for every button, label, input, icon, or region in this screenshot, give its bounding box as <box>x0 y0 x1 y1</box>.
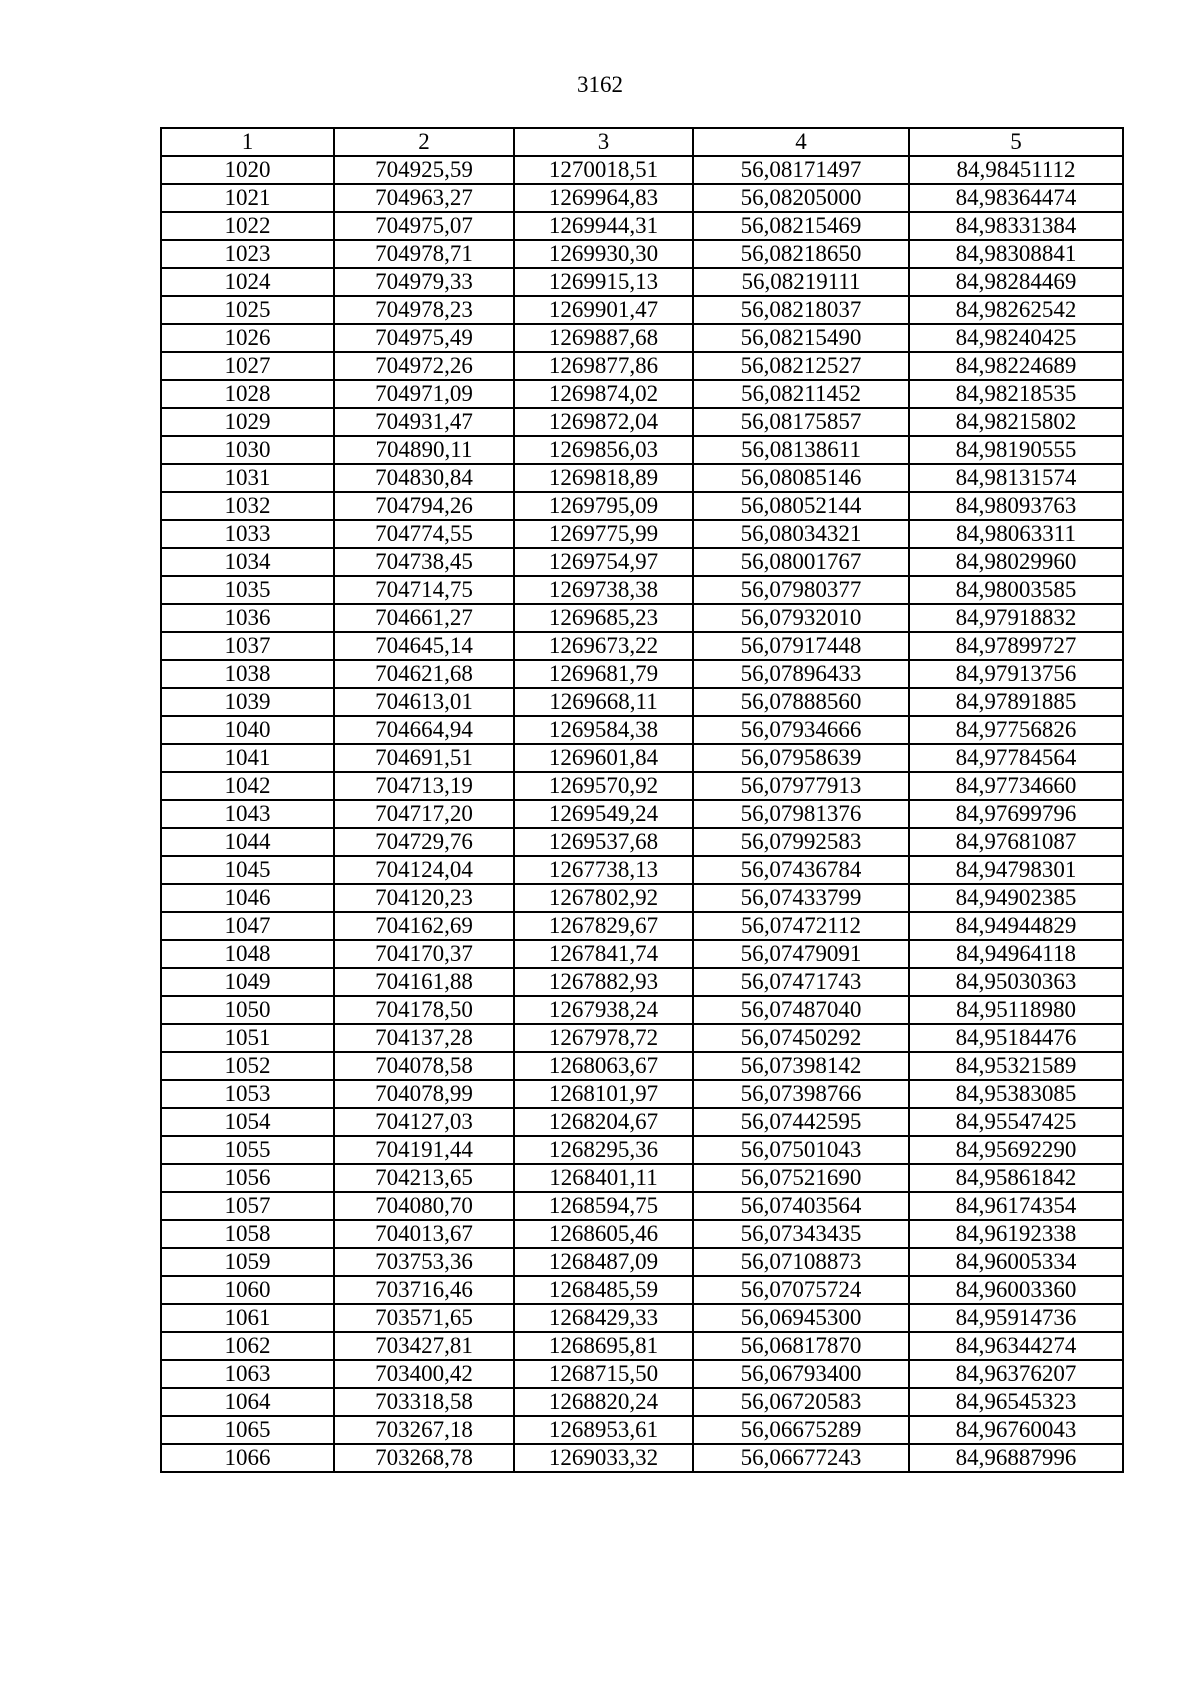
table-body <box>161 156 1123 1472</box>
table-row <box>161 296 1123 324</box>
table-cell-col-2: 704161,88 <box>334 968 514 996</box>
table-cell-col-2: 704978,71 <box>334 240 514 268</box>
table-cell-col-4: 56,08218650 <box>693 240 909 268</box>
table-cell-col-3: 1269887,68 <box>514 324 693 352</box>
table-cell-col-1: 1037 <box>161 632 334 660</box>
table-cell-col-1: 1040 <box>161 716 334 744</box>
table-cell-col-1: 1035 <box>161 576 334 604</box>
table-cell-col-2: 703318,58 <box>334 1388 514 1416</box>
table-cell-col-3: 1269668,11 <box>514 688 693 716</box>
table-cell-col-5: 84,98224689 <box>909 352 1123 380</box>
table-cell-col-1: 1056 <box>161 1164 334 1192</box>
table-cell-col-3: 1269795,09 <box>514 492 693 520</box>
table-cell-col-5: 84,95914736 <box>909 1304 1123 1332</box>
table-cell-col-2: 704931,47 <box>334 408 514 436</box>
table-cell-col-2: 704717,20 <box>334 800 514 828</box>
table-cell-col-3: 1268594,75 <box>514 1192 693 1220</box>
table-cell-col-3: 1268820,24 <box>514 1388 693 1416</box>
table-cell-col-3: 1267978,72 <box>514 1024 693 1052</box>
table-cell-col-2: 703716,46 <box>334 1276 514 1304</box>
table-cell-col-5: 84,96887996 <box>909 1444 1123 1472</box>
table-cell-col-2: 704124,04 <box>334 856 514 884</box>
table-cell-col-1: 1065 <box>161 1416 334 1444</box>
table-row <box>161 1332 1123 1360</box>
table-cell-col-5: 84,98063311 <box>909 520 1123 548</box>
table-cell-col-2: 703268,78 <box>334 1444 514 1472</box>
table-cell-col-2: 704078,58 <box>334 1052 514 1080</box>
table-cell-col-1: 1024 <box>161 268 334 296</box>
column-header-2: 2 <box>334 128 514 156</box>
table-cell-col-4: 56,07479091 <box>693 940 909 968</box>
table-cell-col-4: 56,08138611 <box>693 436 909 464</box>
table-cell-col-5: 84,96376207 <box>909 1360 1123 1388</box>
table-cell-col-3: 1269033,32 <box>514 1444 693 1472</box>
page-number: 3162 <box>577 72 623 97</box>
table-cell-col-3: 1269681,79 <box>514 660 693 688</box>
table-cell-col-3: 1268695,81 <box>514 1332 693 1360</box>
table-cell-col-2: 704978,23 <box>334 296 514 324</box>
table-row <box>161 240 1123 268</box>
table-cell-col-3: 1268063,67 <box>514 1052 693 1080</box>
table-cell-col-1: 1038 <box>161 660 334 688</box>
table-cell-col-4: 56,08175857 <box>693 408 909 436</box>
table-cell-col-4: 56,08215490 <box>693 324 909 352</box>
table-cell-col-1: 1026 <box>161 324 334 352</box>
table-cell-col-2: 704664,94 <box>334 716 514 744</box>
table-cell-col-2: 704162,69 <box>334 912 514 940</box>
table-cell-col-3: 1268487,09 <box>514 1248 693 1276</box>
table-cell-col-3: 1267738,13 <box>514 856 693 884</box>
table-row <box>161 1192 1123 1220</box>
table-row <box>161 1248 1123 1276</box>
table-cell-col-3: 1269775,99 <box>514 520 693 548</box>
table-cell-col-5: 84,95547425 <box>909 1108 1123 1136</box>
table-cell-col-5: 84,98262542 <box>909 296 1123 324</box>
table-cell-col-4: 56,07487040 <box>693 996 909 1024</box>
table-cell-col-3: 1268485,59 <box>514 1276 693 1304</box>
table-cell-col-3: 1269874,02 <box>514 380 693 408</box>
table-row <box>161 352 1123 380</box>
table-cell-col-3: 1269601,84 <box>514 744 693 772</box>
table-cell-col-5: 84,97899727 <box>909 632 1123 660</box>
table-cell-col-3: 1269944,31 <box>514 212 693 240</box>
table-cell-col-5: 84,97784564 <box>909 744 1123 772</box>
table-cell-col-1: 1051 <box>161 1024 334 1052</box>
table-cell-col-5: 84,97681087 <box>909 828 1123 856</box>
table-cell-col-2: 704738,45 <box>334 548 514 576</box>
table-cell-col-5: 84,95118980 <box>909 996 1123 1024</box>
table-cell-col-3: 1268295,36 <box>514 1136 693 1164</box>
table-cell-col-5: 84,98093763 <box>909 492 1123 520</box>
table-cell-col-2: 704714,75 <box>334 576 514 604</box>
table-row <box>161 576 1123 604</box>
table-cell-col-2: 704170,37 <box>334 940 514 968</box>
table-cell-col-4: 56,07981376 <box>693 800 909 828</box>
table-cell-col-4: 56,07980377 <box>693 576 909 604</box>
table-cell-col-1: 1034 <box>161 548 334 576</box>
table-cell-col-4: 56,07442595 <box>693 1108 909 1136</box>
table-cell-col-2: 704137,28 <box>334 1024 514 1052</box>
table-cell-col-5: 84,97699796 <box>909 800 1123 828</box>
table-cell-col-1: 1048 <box>161 940 334 968</box>
table-cell-col-5: 84,95861842 <box>909 1164 1123 1192</box>
table-cell-col-5: 84,98029960 <box>909 548 1123 576</box>
table-cell-col-2: 704972,26 <box>334 352 514 380</box>
table-cell-col-2: 704979,33 <box>334 268 514 296</box>
table-cell-col-2: 704774,55 <box>334 520 514 548</box>
table-cell-col-5: 84,98003585 <box>909 576 1123 604</box>
table-cell-col-3: 1268605,46 <box>514 1220 693 1248</box>
table-cell-col-3: 1267882,93 <box>514 968 693 996</box>
table-row <box>161 1276 1123 1304</box>
column-header-4: 4 <box>693 128 909 156</box>
table-cell-col-4: 56,08218037 <box>693 296 909 324</box>
table-row <box>161 940 1123 968</box>
table-cell-col-3: 1269901,47 <box>514 296 693 324</box>
table-row <box>161 268 1123 296</box>
table-cell-col-3: 1269856,03 <box>514 436 693 464</box>
table-cell-col-1: 1028 <box>161 380 334 408</box>
table-cell-col-4: 56,06677243 <box>693 1444 909 1472</box>
table-cell-col-2: 704178,50 <box>334 996 514 1024</box>
table-cell-col-5: 84,97756826 <box>909 716 1123 744</box>
table-cell-col-3: 1269570,92 <box>514 772 693 800</box>
table-row <box>161 996 1123 1024</box>
header-row <box>161 128 1123 156</box>
table-cell-col-5: 84,95030363 <box>909 968 1123 996</box>
table-cell-col-4: 56,07075724 <box>693 1276 909 1304</box>
table-cell-col-2: 704661,27 <box>334 604 514 632</box>
table-cell-col-2: 704013,67 <box>334 1220 514 1248</box>
table-cell-col-4: 56,07896433 <box>693 660 909 688</box>
table-cell-col-1: 1043 <box>161 800 334 828</box>
table-cell-col-1: 1045 <box>161 856 334 884</box>
table-cell-col-4: 56,08052144 <box>693 492 909 520</box>
table-cell-col-1: 1058 <box>161 1220 334 1248</box>
table-cell-col-4: 56,07501043 <box>693 1136 909 1164</box>
table-cell-col-3: 1269549,24 <box>514 800 693 828</box>
table-cell-col-1: 1061 <box>161 1304 334 1332</box>
table-cell-col-1: 1064 <box>161 1388 334 1416</box>
table-cell-col-3: 1268101,97 <box>514 1080 693 1108</box>
table-cell-col-5: 84,98451112 <box>909 156 1123 184</box>
table-row <box>161 520 1123 548</box>
table-cell-col-4: 56,06793400 <box>693 1360 909 1388</box>
table-cell-col-2: 703400,42 <box>334 1360 514 1388</box>
table-row <box>161 408 1123 436</box>
table-row <box>161 968 1123 996</box>
table-row <box>161 716 1123 744</box>
table-cell-col-3: 1268953,61 <box>514 1416 693 1444</box>
table-cell-col-3: 1269584,38 <box>514 716 693 744</box>
table-cell-col-2: 704078,99 <box>334 1080 514 1108</box>
table-cell-col-2: 704213,65 <box>334 1164 514 1192</box>
table-cell-col-5: 84,94944829 <box>909 912 1123 940</box>
table-cell-col-1: 1020 <box>161 156 334 184</box>
table-cell-col-5: 84,98218535 <box>909 380 1123 408</box>
table-row <box>161 492 1123 520</box>
table-cell-col-1: 1057 <box>161 1192 334 1220</box>
table-row <box>161 1052 1123 1080</box>
table-cell-col-1: 1066 <box>161 1444 334 1472</box>
table-cell-col-5: 84,96545323 <box>909 1388 1123 1416</box>
table-cell-col-3: 1267841,74 <box>514 940 693 968</box>
table-cell-col-4: 56,07398766 <box>693 1080 909 1108</box>
table-row <box>161 744 1123 772</box>
table-cell-col-5: 84,97891885 <box>909 688 1123 716</box>
table-cell-col-2: 704621,68 <box>334 660 514 688</box>
table-cell-col-1: 1029 <box>161 408 334 436</box>
table-cell-col-4: 56,06720583 <box>693 1388 909 1416</box>
table-cell-col-1: 1027 <box>161 352 334 380</box>
table-cell-col-2: 704925,59 <box>334 156 514 184</box>
table-cell-col-5: 84,98331384 <box>909 212 1123 240</box>
table-cell-col-5: 84,96174354 <box>909 1192 1123 1220</box>
table-cell-col-1: 1050 <box>161 996 334 1024</box>
table-row <box>161 632 1123 660</box>
table-row <box>161 1108 1123 1136</box>
table-cell-col-2: 704830,84 <box>334 464 514 492</box>
table-cell-col-5: 84,95692290 <box>909 1136 1123 1164</box>
table-cell-col-1: 1039 <box>161 688 334 716</box>
table-cell-col-2: 704691,51 <box>334 744 514 772</box>
table-cell-col-4: 56,07521690 <box>693 1164 909 1192</box>
table-cell-col-3: 1267938,24 <box>514 996 693 1024</box>
column-header-3: 3 <box>514 128 693 156</box>
table-cell-col-3: 1269754,97 <box>514 548 693 576</box>
table-cell-col-3: 1269930,30 <box>514 240 693 268</box>
table-cell-col-3: 1267829,67 <box>514 912 693 940</box>
table-cell-col-1: 1053 <box>161 1080 334 1108</box>
table-cell-col-5: 84,98190555 <box>909 436 1123 464</box>
table-cell-col-2: 704127,03 <box>334 1108 514 1136</box>
table-row <box>161 1388 1123 1416</box>
table-row <box>161 1444 1123 1472</box>
table-row <box>161 156 1123 184</box>
table-row <box>161 800 1123 828</box>
table-cell-col-4: 56,07398142 <box>693 1052 909 1080</box>
table-cell-col-1: 1033 <box>161 520 334 548</box>
table-cell-col-1: 1063 <box>161 1360 334 1388</box>
table-row <box>161 604 1123 632</box>
table-row <box>161 1416 1123 1444</box>
table-cell-col-1: 1062 <box>161 1332 334 1360</box>
table-row <box>161 856 1123 884</box>
table-cell-col-5: 84,96760043 <box>909 1416 1123 1444</box>
table-row <box>161 1360 1123 1388</box>
table-cell-col-3: 1269537,68 <box>514 828 693 856</box>
table-cell-col-5: 84,98308841 <box>909 240 1123 268</box>
table-cell-col-5: 84,95184476 <box>909 1024 1123 1052</box>
column-header-1: 1 <box>161 128 334 156</box>
table-cell-col-2: 704963,27 <box>334 184 514 212</box>
table-cell-col-5: 84,96005334 <box>909 1248 1123 1276</box>
table-cell-col-5: 84,97734660 <box>909 772 1123 800</box>
table-row <box>161 1304 1123 1332</box>
table-cell-col-4: 56,08212527 <box>693 352 909 380</box>
table-cell-col-4: 56,07934666 <box>693 716 909 744</box>
table-cell-col-2: 703753,36 <box>334 1248 514 1276</box>
coordinates-table <box>160 127 1124 1473</box>
table-cell-col-4: 56,07958639 <box>693 744 909 772</box>
table-cell-col-3: 1269685,23 <box>514 604 693 632</box>
table-cell-col-3: 1269738,38 <box>514 576 693 604</box>
table-cell-col-2: 704080,70 <box>334 1192 514 1220</box>
table-cell-col-4: 56,08034321 <box>693 520 909 548</box>
table-cell-col-1: 1049 <box>161 968 334 996</box>
table-cell-col-1: 1047 <box>161 912 334 940</box>
table-cell-col-2: 704120,23 <box>334 884 514 912</box>
table-cell-col-2: 704890,11 <box>334 436 514 464</box>
table-cell-col-5: 84,96344274 <box>909 1332 1123 1360</box>
table-cell-col-1: 1052 <box>161 1052 334 1080</box>
table-cell-col-1: 1042 <box>161 772 334 800</box>
table-cell-col-2: 703427,81 <box>334 1332 514 1360</box>
table-cell-col-5: 84,96003360 <box>909 1276 1123 1304</box>
table-cell-col-5: 84,98284469 <box>909 268 1123 296</box>
table-cell-col-2: 704975,49 <box>334 324 514 352</box>
table-cell-col-4: 56,07108873 <box>693 1248 909 1276</box>
table-cell-col-4: 56,07450292 <box>693 1024 909 1052</box>
table-cell-col-3: 1269872,04 <box>514 408 693 436</box>
table-row <box>161 688 1123 716</box>
table-cell-col-4: 56,07436784 <box>693 856 909 884</box>
table-cell-col-4: 56,08219111 <box>693 268 909 296</box>
table-cell-col-3: 1269915,13 <box>514 268 693 296</box>
table-cell-col-1: 1036 <box>161 604 334 632</box>
table-row <box>161 772 1123 800</box>
table-row <box>161 184 1123 212</box>
table-cell-col-2: 704645,14 <box>334 632 514 660</box>
table-row <box>161 1136 1123 1164</box>
table-cell-col-2: 704794,26 <box>334 492 514 520</box>
table-cell-col-2: 704191,44 <box>334 1136 514 1164</box>
table-cell-col-5: 84,98131574 <box>909 464 1123 492</box>
table-row <box>161 436 1123 464</box>
table-cell-col-1: 1023 <box>161 240 334 268</box>
table-cell-col-2: 704613,01 <box>334 688 514 716</box>
table-cell-col-1: 1055 <box>161 1136 334 1164</box>
table-cell-col-1: 1054 <box>161 1108 334 1136</box>
table-cell-col-1: 1031 <box>161 464 334 492</box>
table-cell-col-4: 56,07977913 <box>693 772 909 800</box>
table-row <box>161 1080 1123 1108</box>
table-cell-col-5: 84,97913756 <box>909 660 1123 688</box>
table-cell-col-5: 84,94902385 <box>909 884 1123 912</box>
table-cell-col-3: 1269964,83 <box>514 184 693 212</box>
table-row <box>161 912 1123 940</box>
table-cell-col-1: 1059 <box>161 1248 334 1276</box>
table-cell-col-5: 84,98364474 <box>909 184 1123 212</box>
table-cell-col-5: 84,94964118 <box>909 940 1123 968</box>
table-cell-col-1: 1025 <box>161 296 334 324</box>
column-header-5: 5 <box>909 128 1123 156</box>
table-cell-col-4: 56,07433799 <box>693 884 909 912</box>
table-cell-col-1: 1021 <box>161 184 334 212</box>
table-cell-col-5: 84,95383085 <box>909 1080 1123 1108</box>
table-cell-col-5: 84,94798301 <box>909 856 1123 884</box>
table-cell-col-2: 703267,18 <box>334 1416 514 1444</box>
table-cell-col-2: 704729,76 <box>334 828 514 856</box>
table-row <box>161 828 1123 856</box>
table-cell-col-4: 56,08211452 <box>693 380 909 408</box>
table-cell-col-2: 704975,07 <box>334 212 514 240</box>
table-cell-col-4: 56,07917448 <box>693 632 909 660</box>
table-row <box>161 324 1123 352</box>
table-cell-col-1: 1041 <box>161 744 334 772</box>
table-cell-col-1: 1046 <box>161 884 334 912</box>
table-cell-col-3: 1268429,33 <box>514 1304 693 1332</box>
table-cell-col-3: 1269818,89 <box>514 464 693 492</box>
table-cell-col-1: 1044 <box>161 828 334 856</box>
table-cell-col-4: 56,06945300 <box>693 1304 909 1332</box>
table-cell-col-4: 56,07992583 <box>693 828 909 856</box>
table-cell-col-3: 1267802,92 <box>514 884 693 912</box>
table-cell-col-4: 56,07932010 <box>693 604 909 632</box>
table-cell-col-5: 84,98240425 <box>909 324 1123 352</box>
table-row <box>161 548 1123 576</box>
table-cell-col-4: 56,08215469 <box>693 212 909 240</box>
table-cell-col-4: 56,07403564 <box>693 1192 909 1220</box>
table-cell-col-4: 56,08171497 <box>693 156 909 184</box>
table-cell-col-4: 56,06675289 <box>693 1416 909 1444</box>
table-cell-col-3: 1268715,50 <box>514 1360 693 1388</box>
table-cell-col-4: 56,07888560 <box>693 688 909 716</box>
table-cell-col-3: 1269877,86 <box>514 352 693 380</box>
table-cell-col-4: 56,08085146 <box>693 464 909 492</box>
table-cell-col-1: 1030 <box>161 436 334 464</box>
table-cell-col-1: 1022 <box>161 212 334 240</box>
table-cell-col-3: 1270018,51 <box>514 156 693 184</box>
table-cell-col-3: 1268204,67 <box>514 1108 693 1136</box>
table-row <box>161 212 1123 240</box>
table-cell-col-4: 56,08205000 <box>693 184 909 212</box>
table-cell-col-5: 84,97918832 <box>909 604 1123 632</box>
table-cell-col-4: 56,08001767 <box>693 548 909 576</box>
table-cell-col-3: 1268401,11 <box>514 1164 693 1192</box>
table-cell-col-3: 1269673,22 <box>514 632 693 660</box>
table-cell-col-2: 703571,65 <box>334 1304 514 1332</box>
table-cell-col-5: 84,96192338 <box>909 1220 1123 1248</box>
table-cell-col-1: 1060 <box>161 1276 334 1304</box>
table-row <box>161 1024 1123 1052</box>
table-cell-col-5: 84,95321589 <box>909 1052 1123 1080</box>
table-row <box>161 464 1123 492</box>
table-cell-col-5: 84,98215802 <box>909 408 1123 436</box>
table-cell-col-2: 704971,09 <box>334 380 514 408</box>
table-cell-col-4: 56,07472112 <box>693 912 909 940</box>
table-row <box>161 884 1123 912</box>
table-row <box>161 1164 1123 1192</box>
table-cell-col-4: 56,07343435 <box>693 1220 909 1248</box>
table-row <box>161 380 1123 408</box>
table-cell-col-1: 1032 <box>161 492 334 520</box>
table-cell-col-4: 56,07471743 <box>693 968 909 996</box>
table-row <box>161 1220 1123 1248</box>
table-cell-col-2: 704713,19 <box>334 772 514 800</box>
table-cell-col-4: 56,06817870 <box>693 1332 909 1360</box>
table-row <box>161 660 1123 688</box>
